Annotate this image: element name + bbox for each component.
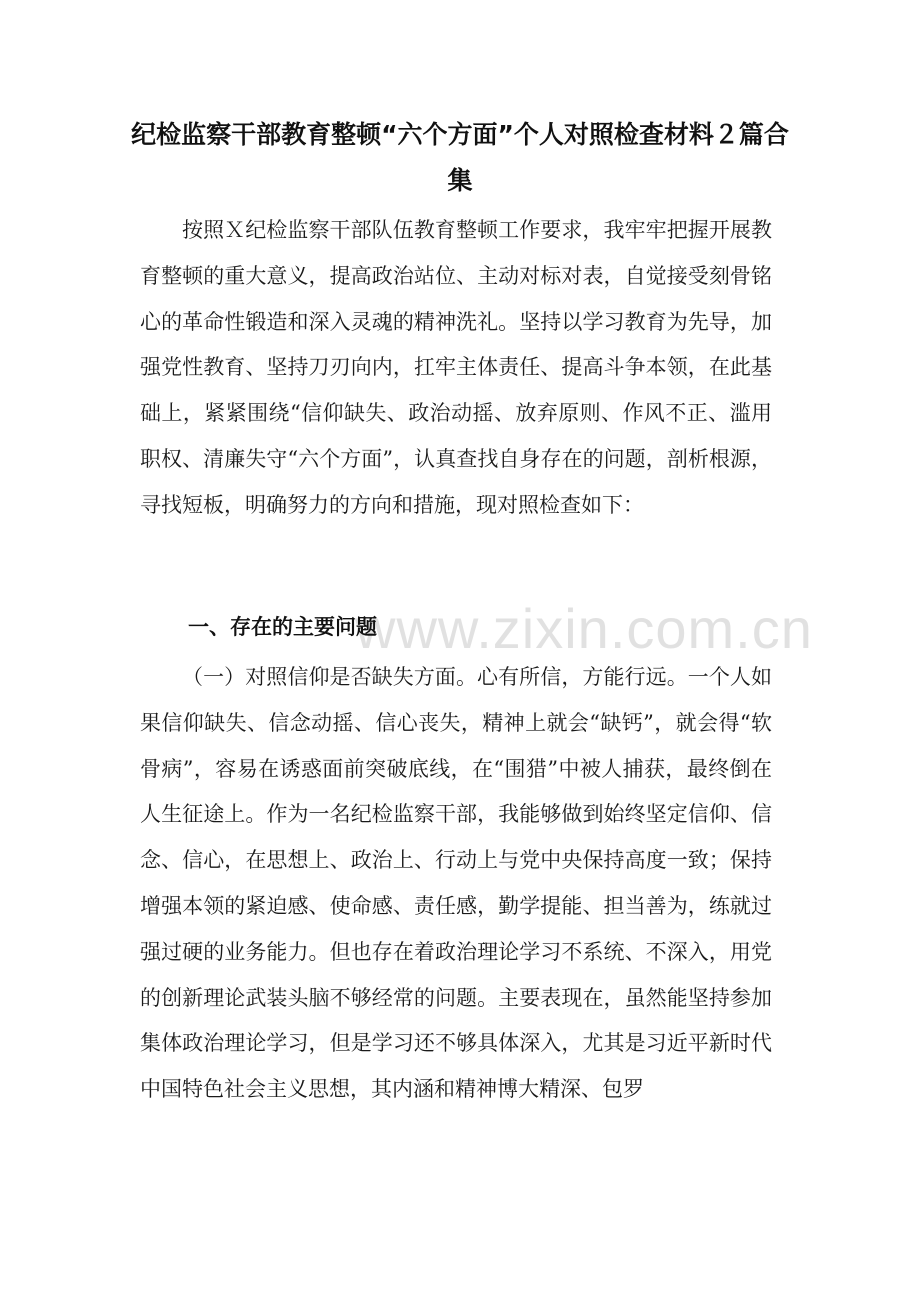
section-heading: 一、存在的主要问题 bbox=[188, 615, 377, 639]
document-title: 纪检监察干部教育整顿“六个方面”个人对照检查材料２篇合集 bbox=[131, 120, 789, 195]
section1-paragraph: （一）对照信仰是否缺失方面。心有所信，方能行远。一个人如果信仰缺失、信念动摇、信心丧失，精神上就会“缺钙”，就会得“软骨病”，容易在诱惑面前突破底线，在“围猎”中被人捕获，最终倒在人生征途上。作为一名纪检监察干部，我能够做到始终坚定信仰、信念、信心，在思想上、政治上、行动上与党中央保持高度一致；保持增强本领的紧迫感、使命感、责任感，勤学提能、担当善为，练就过强过硬的业务能力。但也存在着政治理论学习不系统、不深入，用党的创新理论武装头脑不够经常的问题。主要表现在，虽然能坚持参加集体政治理论学习，但是学习还不够具体深入，尤其是习近平新时代中国特色社会主义思想，其内涵和精神博大精深、包罗 bbox=[140, 665, 772, 1102]
intro-paragraph: 按照Ｘ纪检监察干部队伍教育整顿工作要求，我牢牢把握开展教育整顿的重大意义，提高政治站位、主动对标对表，自觉接受刻骨铭心的革命性锻造和深入灵魂的精神洗礼。坚持以学习教育为先导，加强党性教育、坚持刀刃向内，扛牢主体责任、提高斗争本领，在此基础上，紧紧围绕“信仰缺失、政治动摇、放弃原则、作风不正、滥用职权、清廉失守“六个方面”，认真查找自身存在的问题，剖析根源，寻找短板，明确努力的方向和措施，现对照检查如下： bbox=[140, 218, 772, 517]
site-watermark: www.zixin.com.cn bbox=[355, 597, 813, 660]
